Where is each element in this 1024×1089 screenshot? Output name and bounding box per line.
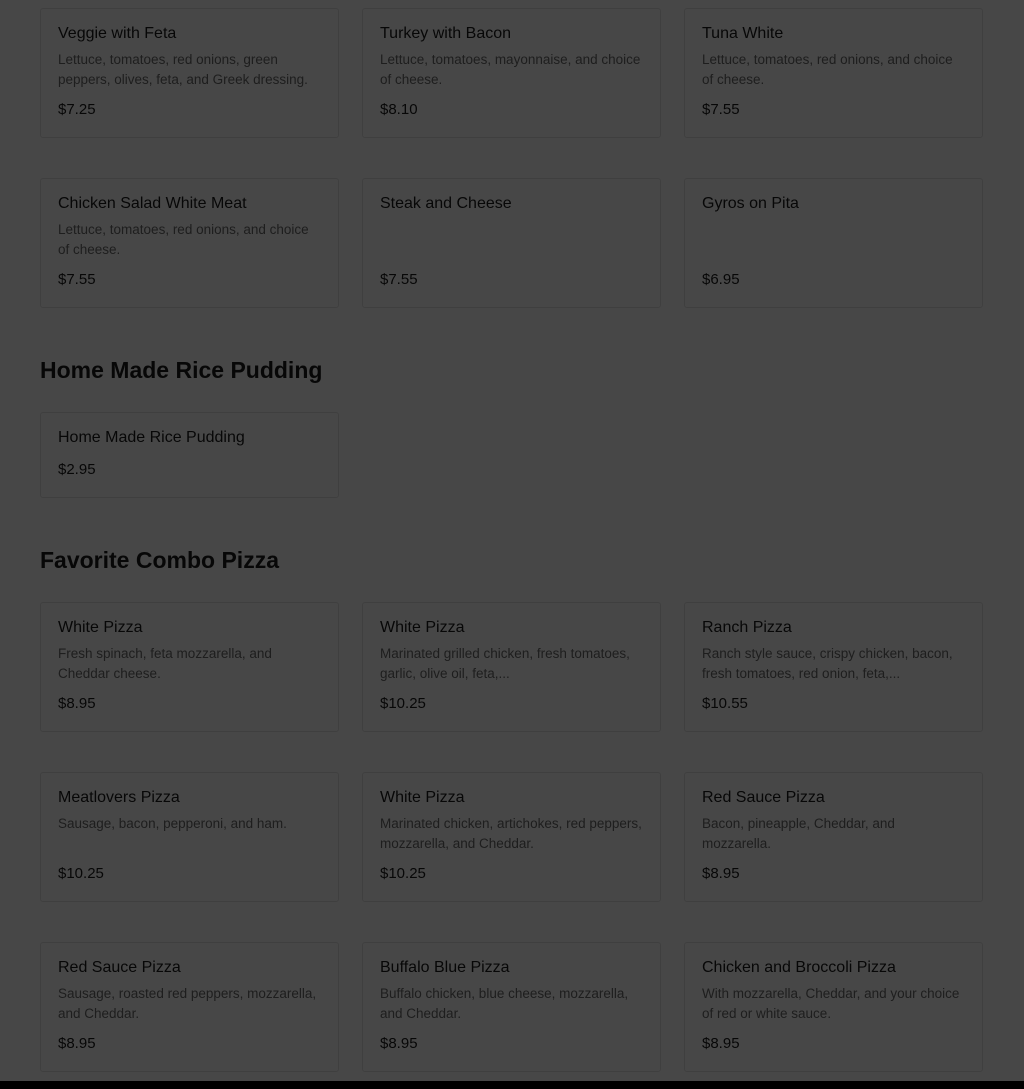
bottom-edge-bar	[0, 1081, 1024, 1089]
